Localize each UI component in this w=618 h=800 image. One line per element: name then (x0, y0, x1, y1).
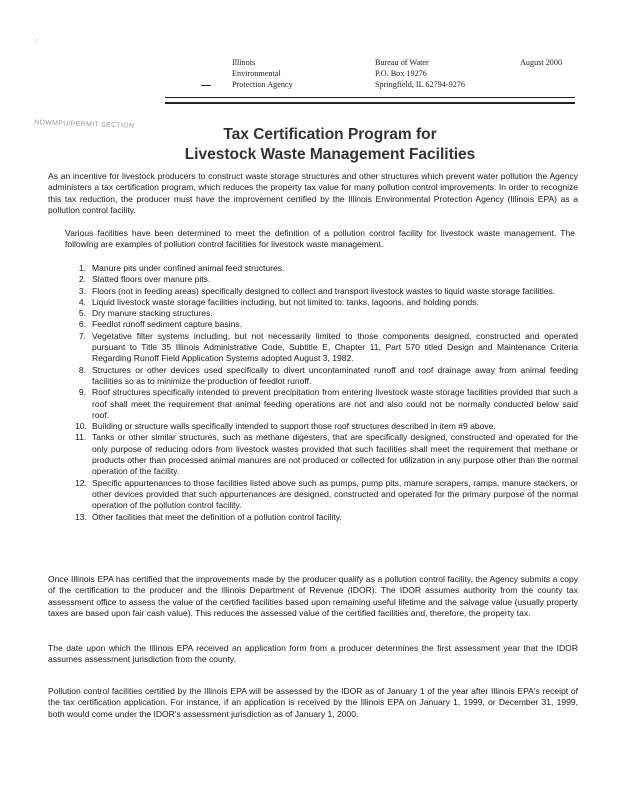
item-number: 10. (75, 421, 87, 432)
list-item (75, 421, 578, 432)
agency-line: Illinois (232, 58, 256, 67)
item-number: 1. (78, 263, 86, 273)
item-text: Manure pits under confined animal feed structures. (92, 263, 285, 273)
item-text: Feedlot runoff sediment capture basins. (92, 319, 242, 330)
list-item (78, 274, 578, 285)
item-number: 3. (78, 285, 86, 296)
list-item (78, 308, 578, 319)
list-item (78, 297, 578, 308)
item-number: 4. (78, 296, 86, 307)
item-number: 2. (78, 274, 86, 285)
item-number: 12. (75, 477, 87, 488)
dash-mark (201, 85, 211, 86)
item-text: Building or structure walls specifically intended to support those roof structures described in item #9 above. (92, 421, 496, 432)
item-text: Other facilities that meet the definition of a pollution control facility. (92, 511, 342, 522)
address-line: Springfield, IL 62794-9276 (375, 80, 465, 89)
title-line: Tax Certification Program for (223, 126, 437, 143)
agency-block (232, 57, 293, 90)
facility-list (75, 263, 578, 523)
paragraph-certification: Once Illinois EPA has certified that the improvements made by the producer qualify as a pollution control facility, the Agency submits a copy of the certification to the producer and the Illinois Department of Revenue (IDOR). The IDOR assumes authority from the county tax assessment office to assess the value of the certified facilities based upon remaining useful lifetime and the salvage value (usually property taxes are based upon fair cash value). This reduces the assessed value of the certified facilities and, therefore, the property tax. (48, 574, 578, 618)
item-text: Roof structures specifically intended to prevent precipitation from entering livestock waste storage facilities provided that such a roof shall meet the requirement that animal feeding operations are not and also could not be normally conducted below said roof. (92, 387, 578, 420)
item-text: Liquid livestock waste storage facilities including, but not limited to: tanks, lagoons, and holding ponds. (92, 296, 479, 307)
list-item (78, 286, 578, 297)
list-item (78, 365, 578, 388)
address-line: Bureau of Water (375, 58, 429, 67)
scan-speck: , (36, 36, 38, 42)
address-block (375, 57, 465, 90)
received-stamp: NOWMPU/PERMIT SECTION (33, 119, 135, 130)
page-title (100, 125, 560, 165)
agency-line: Protection Agency (232, 80, 293, 89)
list-item (78, 319, 578, 330)
list-item (75, 477, 578, 512)
item-number: 6. (78, 319, 86, 330)
item-text: Slatted floors over manure pits. (92, 274, 211, 285)
header-date: August 2000 (520, 58, 563, 67)
item-number: 8. (78, 364, 86, 375)
list-item (75, 511, 578, 523)
list-item (78, 387, 578, 421)
address-line: P.O. Box 19276 (375, 69, 427, 78)
item-number: 13. (75, 511, 87, 522)
intro-paragraph: As an incentive for livestock producers to construct waste storage structures and other structures which prevent water pollution the Agency administers a tax certification program, which reduces the property tax value for many pollution control improvements. In order to recognize this tax reduction, the producer must have the improvement certified by the Illinois Environmental Protection Agency (Illinois EPA) as a pollution control facility. (48, 171, 578, 215)
item-text: Structures or other devices used specifically to divert uncontaminated runoff and roof drainage away from animal feeding facilities so as to minimize the production of feedlot runoff. (92, 364, 578, 386)
list-intro-paragraph: Various facilities have been determined to meet the definition of a pollution control facility for livestock waste management. The following are examples of pollution control facilities for livestock waste management. (65, 228, 575, 250)
item-text: Tanks or other similar structures, such as methane digesters, that are specifically designed, constructed and operated for the only purpose of reducing odors from livestock wastes provided that such facilities shall meet the requirement that methane or products other than processed animal manures are not produced or collected for utilization in any purpose other than the normal operation of the facility. (92, 432, 578, 477)
paragraph-assessment-year: The date upon which the Illinois EPA received an application form from a producer determines the first assessment year that the IDOR assumes assessment jurisdiction from the county. (48, 643, 578, 665)
item-number: 7. (78, 330, 86, 341)
paragraph-jurisdiction: Pollution control facilities certified by the Illinois EPA will be assessed by the IDOR as of January 1 of the year after Illinois EPA's receipt of the tax certification application. For instance, if an application is received by the Illinois EPA on January 1, 1999, or December 31, 1999, both would come under the IDOR's assessment jurisdiction as of January 1, 2000. (48, 686, 578, 719)
list-item (78, 263, 578, 274)
list-item (78, 331, 578, 365)
item-number: 9. (78, 387, 86, 398)
item-text: Specific appurtenances to those facilities listed above such as pumps, pump pits, manure scrapers, ramps, manure stackers, or other devices provided that such appurtenances are designed, constructed and operated for the primary purpose of the normal operation of the pollution control facility. (92, 477, 578, 511)
title-line: Livestock Waste Management Facilities (184, 146, 476, 163)
header-rule (165, 97, 575, 98)
item-number: 11. (75, 432, 87, 443)
list-item (75, 432, 578, 477)
agency-line: Environmental (232, 69, 281, 78)
item-text: Floors (not in feeding areas) specifically designed to collect and transport livestock wastes to liquid waste storage facilities. (92, 285, 556, 296)
header-rule (165, 102, 575, 104)
item-text: Vegetative filter systems including, but not necessarily limited to those components designed, constructed and operated pursuant to Title 35 Illinois Administrative Code, Subtitle E, Chapter 11, Part 570 titled Design and Maintenance Criteria Regarding Runoff Field Application Systems adopted August 3, 1982. (92, 330, 578, 364)
item-text: Dry manure stacking structures. (92, 308, 213, 319)
item-number: 5. (78, 308, 86, 319)
